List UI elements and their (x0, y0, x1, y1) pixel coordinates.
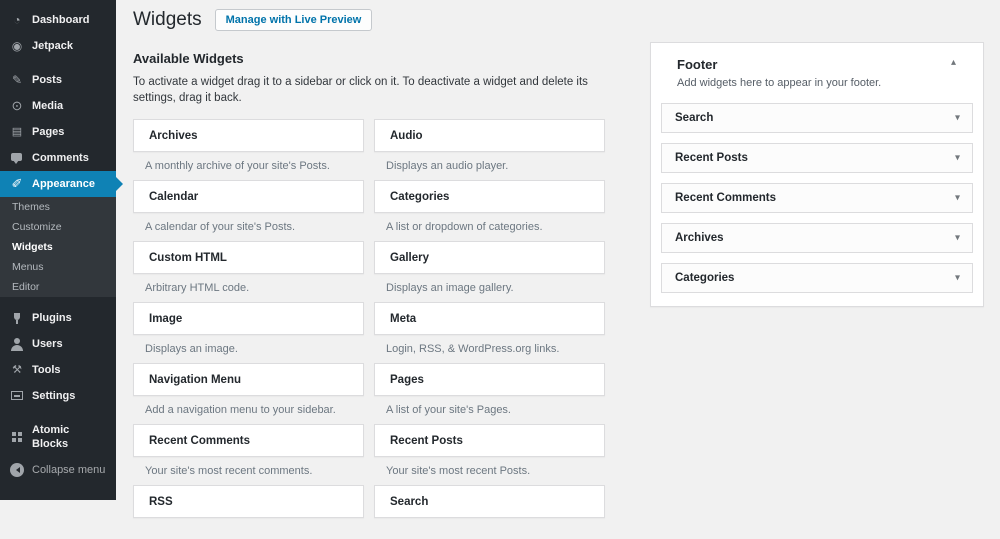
sidebar-item-editor[interactable] (0, 277, 116, 297)
footer-widget-area-panel (650, 42, 984, 307)
sidebar-item-tools[interactable] (0, 357, 116, 383)
widget-description: A list or dropdown of categories. (386, 221, 543, 234)
comments-icon (10, 151, 24, 165)
available-widget-search[interactable] (374, 485, 605, 518)
footer-panel-description: Add widgets here to appear in your footer. (677, 77, 882, 89)
manage-live-preview-button[interactable]: Manage with Live Preview (215, 9, 373, 31)
pages-icon (10, 125, 24, 139)
footer-widget-categories[interactable] (661, 263, 973, 293)
sidebar-item-label: Media (32, 100, 64, 112)
available-widget-categories[interactable] (374, 180, 605, 213)
widget-title: Archives (149, 129, 198, 142)
sidebar-item-label: Editor (12, 281, 40, 293)
widget-description: Arbitrary HTML code. (145, 282, 250, 295)
main-content (116, 0, 1000, 508)
available-widget-audio[interactable] (374, 119, 605, 152)
sidebar-item-comments[interactable] (0, 145, 116, 171)
widget-cell (374, 302, 605, 356)
available-widget-recent-comments[interactable] (133, 424, 364, 457)
sidebar-item-settings[interactable] (0, 383, 116, 409)
plugins-icon (10, 311, 24, 325)
sidebar-item-widgets[interactable] (0, 237, 116, 257)
available-widget-calendar[interactable] (133, 180, 364, 213)
users-icon (10, 337, 24, 351)
sidebar-item-label: Plugins (32, 312, 72, 324)
footer-widget-search[interactable] (661, 103, 973, 133)
widget-description (386, 526, 605, 539)
sidebar-item-label: Customize (12, 221, 62, 233)
atomic-blocks-icon (10, 430, 24, 444)
available-widgets-description: To activate a widget drag it to a sidebar or click on it. To deactivate a widget and delete its settings, drag it back. (133, 76, 588, 105)
sidebar-item-label: Users (32, 338, 63, 350)
appearance-icon (10, 177, 24, 191)
sidebar-item-plugins[interactable] (0, 305, 116, 331)
widget-cell (133, 180, 364, 234)
footer-widget-recent-posts[interactable] (661, 143, 973, 173)
sidebar-item-users[interactable] (0, 331, 116, 357)
widget-cell (133, 241, 364, 295)
footer-widget-label: Search (675, 112, 714, 124)
sidebar-item-label: Appearance (32, 178, 95, 190)
widget-description: Add a navigation menu to your sidebar. (145, 404, 336, 417)
sidebar-item-media[interactable] (0, 93, 116, 119)
sidebar-item-label: Collapse menu (32, 464, 106, 476)
widget-cell (133, 119, 364, 173)
footer-widget-archives[interactable] (661, 223, 973, 253)
footer-panel-title: Footer (677, 57, 718, 72)
sidebar-item-appearance[interactable] (0, 171, 116, 197)
sidebar-item-label: Tools (32, 364, 61, 376)
sidebar-item-label: Menus (12, 261, 44, 273)
available-widget-gallery[interactable] (374, 241, 605, 274)
available-widget-image[interactable] (133, 302, 364, 335)
widget-title: Image (149, 312, 183, 325)
chevron-down-icon[interactable] (955, 273, 960, 284)
widget-title: Recent Posts (390, 434, 463, 447)
sidebar-item-label: Widgets (12, 241, 53, 253)
widget-cell (133, 302, 364, 356)
widget-description: Displays an image gallery. (386, 282, 514, 295)
available-widget-rss[interactable] (133, 485, 364, 518)
widget-title: Meta (390, 312, 417, 325)
admin-sidebar (0, 0, 116, 500)
sidebar-item-jetpack[interactable] (0, 33, 116, 59)
jetpack-icon (10, 39, 24, 53)
sidebar-item-label: Themes (12, 201, 50, 213)
available-widget-custom-html[interactable] (133, 241, 364, 274)
available-widget-recent-posts[interactable] (374, 424, 605, 457)
widget-cell (374, 119, 605, 173)
widget-description: A calendar of your site's Posts. (145, 221, 296, 234)
sidebar-item-menus[interactable] (0, 257, 116, 277)
sidebar-item-themes[interactable] (0, 197, 116, 217)
sidebar-item-label: Dashboard (32, 14, 90, 26)
widget-description: A monthly archive of your site's Posts. (145, 160, 330, 173)
footer-widget-label: Archives (675, 232, 724, 244)
sidebar-item-label: Settings (32, 390, 76, 402)
sidebar-menu (0, 7, 116, 483)
widget-cell (133, 485, 364, 539)
media-icon (10, 99, 24, 113)
widget-cell (374, 241, 605, 295)
sidebar-item-label: Pages (32, 126, 65, 138)
widget-description: Your site's most recent comments. (145, 465, 313, 478)
widget-description: Login, RSS, & WordPress.org links. (386, 343, 560, 356)
chevron-down-icon[interactable] (955, 233, 960, 244)
available-widget-meta[interactable] (374, 302, 605, 335)
widget-description (145, 526, 364, 539)
widget-description: Displays an image. (145, 343, 238, 356)
sidebar-item-label: Comments (32, 152, 89, 164)
footer-widget-label: Categories (675, 272, 735, 284)
sidebar-item-label: Posts (32, 74, 62, 86)
widget-title: RSS (149, 495, 173, 508)
widget-description: A list of your site's Pages. (386, 404, 511, 417)
widget-title: Audio (390, 129, 423, 142)
sidebar-item-label: Jetpack (32, 40, 73, 52)
page-title: Widgets (133, 9, 202, 30)
chevron-down-icon[interactable] (955, 153, 960, 164)
footer-widget-recent-comments[interactable] (661, 183, 973, 213)
footer-widgets-list (661, 103, 973, 293)
sidebar-item-posts[interactable] (0, 67, 116, 93)
widget-title: Calendar (149, 190, 199, 203)
settings-icon (10, 389, 24, 403)
page-header (116, 0, 1000, 31)
sidebar-item-collapse-menu[interactable] (0, 457, 116, 483)
widget-title: Gallery (390, 251, 429, 264)
footer-widget-label: Recent Comments (675, 192, 776, 204)
sidebar-item-pages[interactable] (0, 119, 116, 145)
widget-cell (374, 485, 605, 539)
sidebar-item-customize[interactable] (0, 217, 116, 237)
widget-title: Navigation Menu (149, 373, 242, 386)
widget-title: Custom HTML (149, 251, 227, 264)
sidebar-item-label: Atomic Blocks (32, 424, 70, 450)
posts-icon (10, 73, 24, 87)
widget-title: Categories (390, 190, 450, 203)
widget-cell (133, 363, 364, 417)
available-widget-archives[interactable] (133, 119, 364, 152)
widget-cell (374, 180, 605, 234)
footer-widget-label: Recent Posts (675, 152, 748, 164)
widget-cell (133, 424, 364, 478)
chevron-down-icon[interactable] (955, 193, 960, 204)
tools-icon (10, 363, 24, 377)
widget-cell (374, 363, 605, 417)
widget-description: Your site's most recent Posts. (386, 465, 531, 478)
available-widget-navigation-menu[interactable] (133, 363, 364, 396)
widget-title: Recent Comments (149, 434, 250, 447)
sidebar-item-dashboard[interactable] (0, 7, 116, 33)
footer-panel-header[interactable] (661, 54, 973, 72)
available-widgets-heading: Available Widgets (133, 51, 244, 66)
chevron-up-icon[interactable] (951, 57, 956, 68)
available-widgets-grid (133, 119, 605, 539)
sidebar-item-atomic-blocks[interactable] (0, 417, 116, 457)
collapse-icon (10, 463, 24, 477)
chevron-down-icon[interactable] (955, 113, 960, 124)
widget-description: Displays an audio player. (386, 160, 509, 173)
widget-cell (374, 424, 605, 478)
widget-title: Pages (390, 373, 424, 386)
dashboard-icon (10, 13, 24, 27)
available-widget-pages[interactable] (374, 363, 605, 396)
widget-title: Search (390, 495, 429, 508)
